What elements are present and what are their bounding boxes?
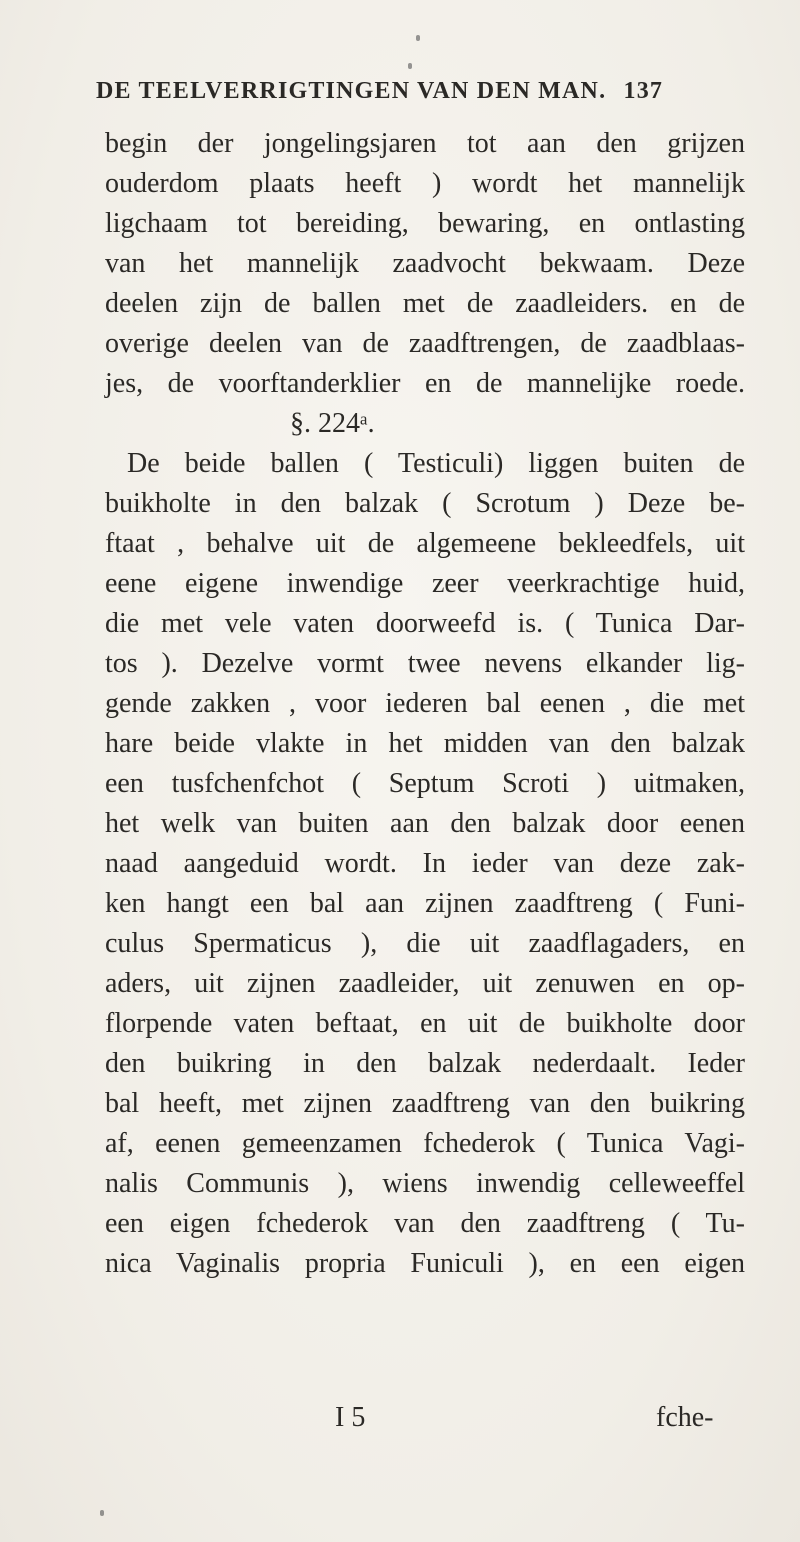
text-line: eene eigene inwendige zeer veerkrachtige huid, <box>105 568 745 599</box>
text-line: den buikring in den balzak nederdaalt. Ieder <box>105 1048 745 1079</box>
text-line: een eigen fchederok van den zaadftreng ( Tu- <box>105 1208 745 1239</box>
page-footer <box>105 1402 745 1442</box>
signature-mark: I 5 <box>335 1402 366 1433</box>
text-line: florpende vaten beftaat, en uit de buikholte door <box>105 1008 745 1039</box>
body-text <box>105 124 745 1284</box>
text-line: aders, uit zijnen zaadleider, uit zenuwen en op- <box>105 968 745 999</box>
text-line: af, eenen gemeenzamen fchederok ( Tunica Vagi- <box>105 1128 745 1159</box>
running-header <box>96 78 686 105</box>
text-line: buikholte in den balzak ( Scrotum ) Deze be- <box>105 488 745 519</box>
text-line: deelen zijn de ballen met de zaadleiders. en de <box>105 288 745 319</box>
text-line: die met vele vaten doorweefd is. ( Tunica Dar- <box>105 608 745 639</box>
text-line: culus Spermaticus ), die uit zaadflagaders, en <box>105 928 745 959</box>
text-line: overige deelen van de zaadftrengen, de zaadblaas- <box>105 328 745 359</box>
text-line: nica Vaginalis propria Funiculi ), en een eigen <box>105 1248 745 1279</box>
text-line: jes, de voorftanderklier en de mannelijke roede. <box>105 368 745 399</box>
text-line: bal heeft, met zijnen zaadftreng van den buikring <box>105 1088 745 1119</box>
text-line: hare beide vlakte in het midden van den balzak <box>105 728 745 759</box>
page-speck <box>100 1510 104 1516</box>
text-line: De beide ballen ( Testiculi) liggen buiten de <box>127 448 745 479</box>
page-speck <box>416 35 420 41</box>
running-title: DE TEELVERRIGTINGEN VAN DEN MAN. <box>96 78 607 104</box>
text-line: ouderdom plaats heeft ) wordt het mannelijk <box>105 168 745 199</box>
text-line: tos ). Dezelve vormt twee nevens elkander lig- <box>105 648 745 679</box>
page-speck <box>408 63 412 69</box>
text-line: ftaat , behalve uit de algemeene bekleedfels, uit <box>105 528 745 559</box>
text-line: gende zakken , voor iederen bal eenen , die met <box>105 688 745 719</box>
page-number: 137 <box>623 78 664 104</box>
text-line: een tusfchenfchot ( Septum Scroti ) uitmaken, <box>105 768 745 799</box>
text-line: het welk van buiten aan den balzak door eenen <box>105 808 745 839</box>
section-number: §. 224ᵃ. <box>290 408 375 439</box>
text-line: ken hangt een bal aan zijnen zaadftreng ( Funi- <box>105 888 745 919</box>
catchword: fche- <box>656 1402 714 1433</box>
text-line: ligchaam tot bereiding, bewaring, en ontlasting <box>105 208 745 239</box>
text-line: begin der jongelingsjaren tot aan den grijzen <box>105 128 745 159</box>
text-line: van het mannelijk zaadvocht bekwaam. Deze <box>105 248 745 279</box>
text-line: naad aangeduid wordt. In ieder van deze zak- <box>105 848 745 879</box>
text-line: nalis Communis ), wiens inwendig celleweeffel <box>105 1168 745 1199</box>
